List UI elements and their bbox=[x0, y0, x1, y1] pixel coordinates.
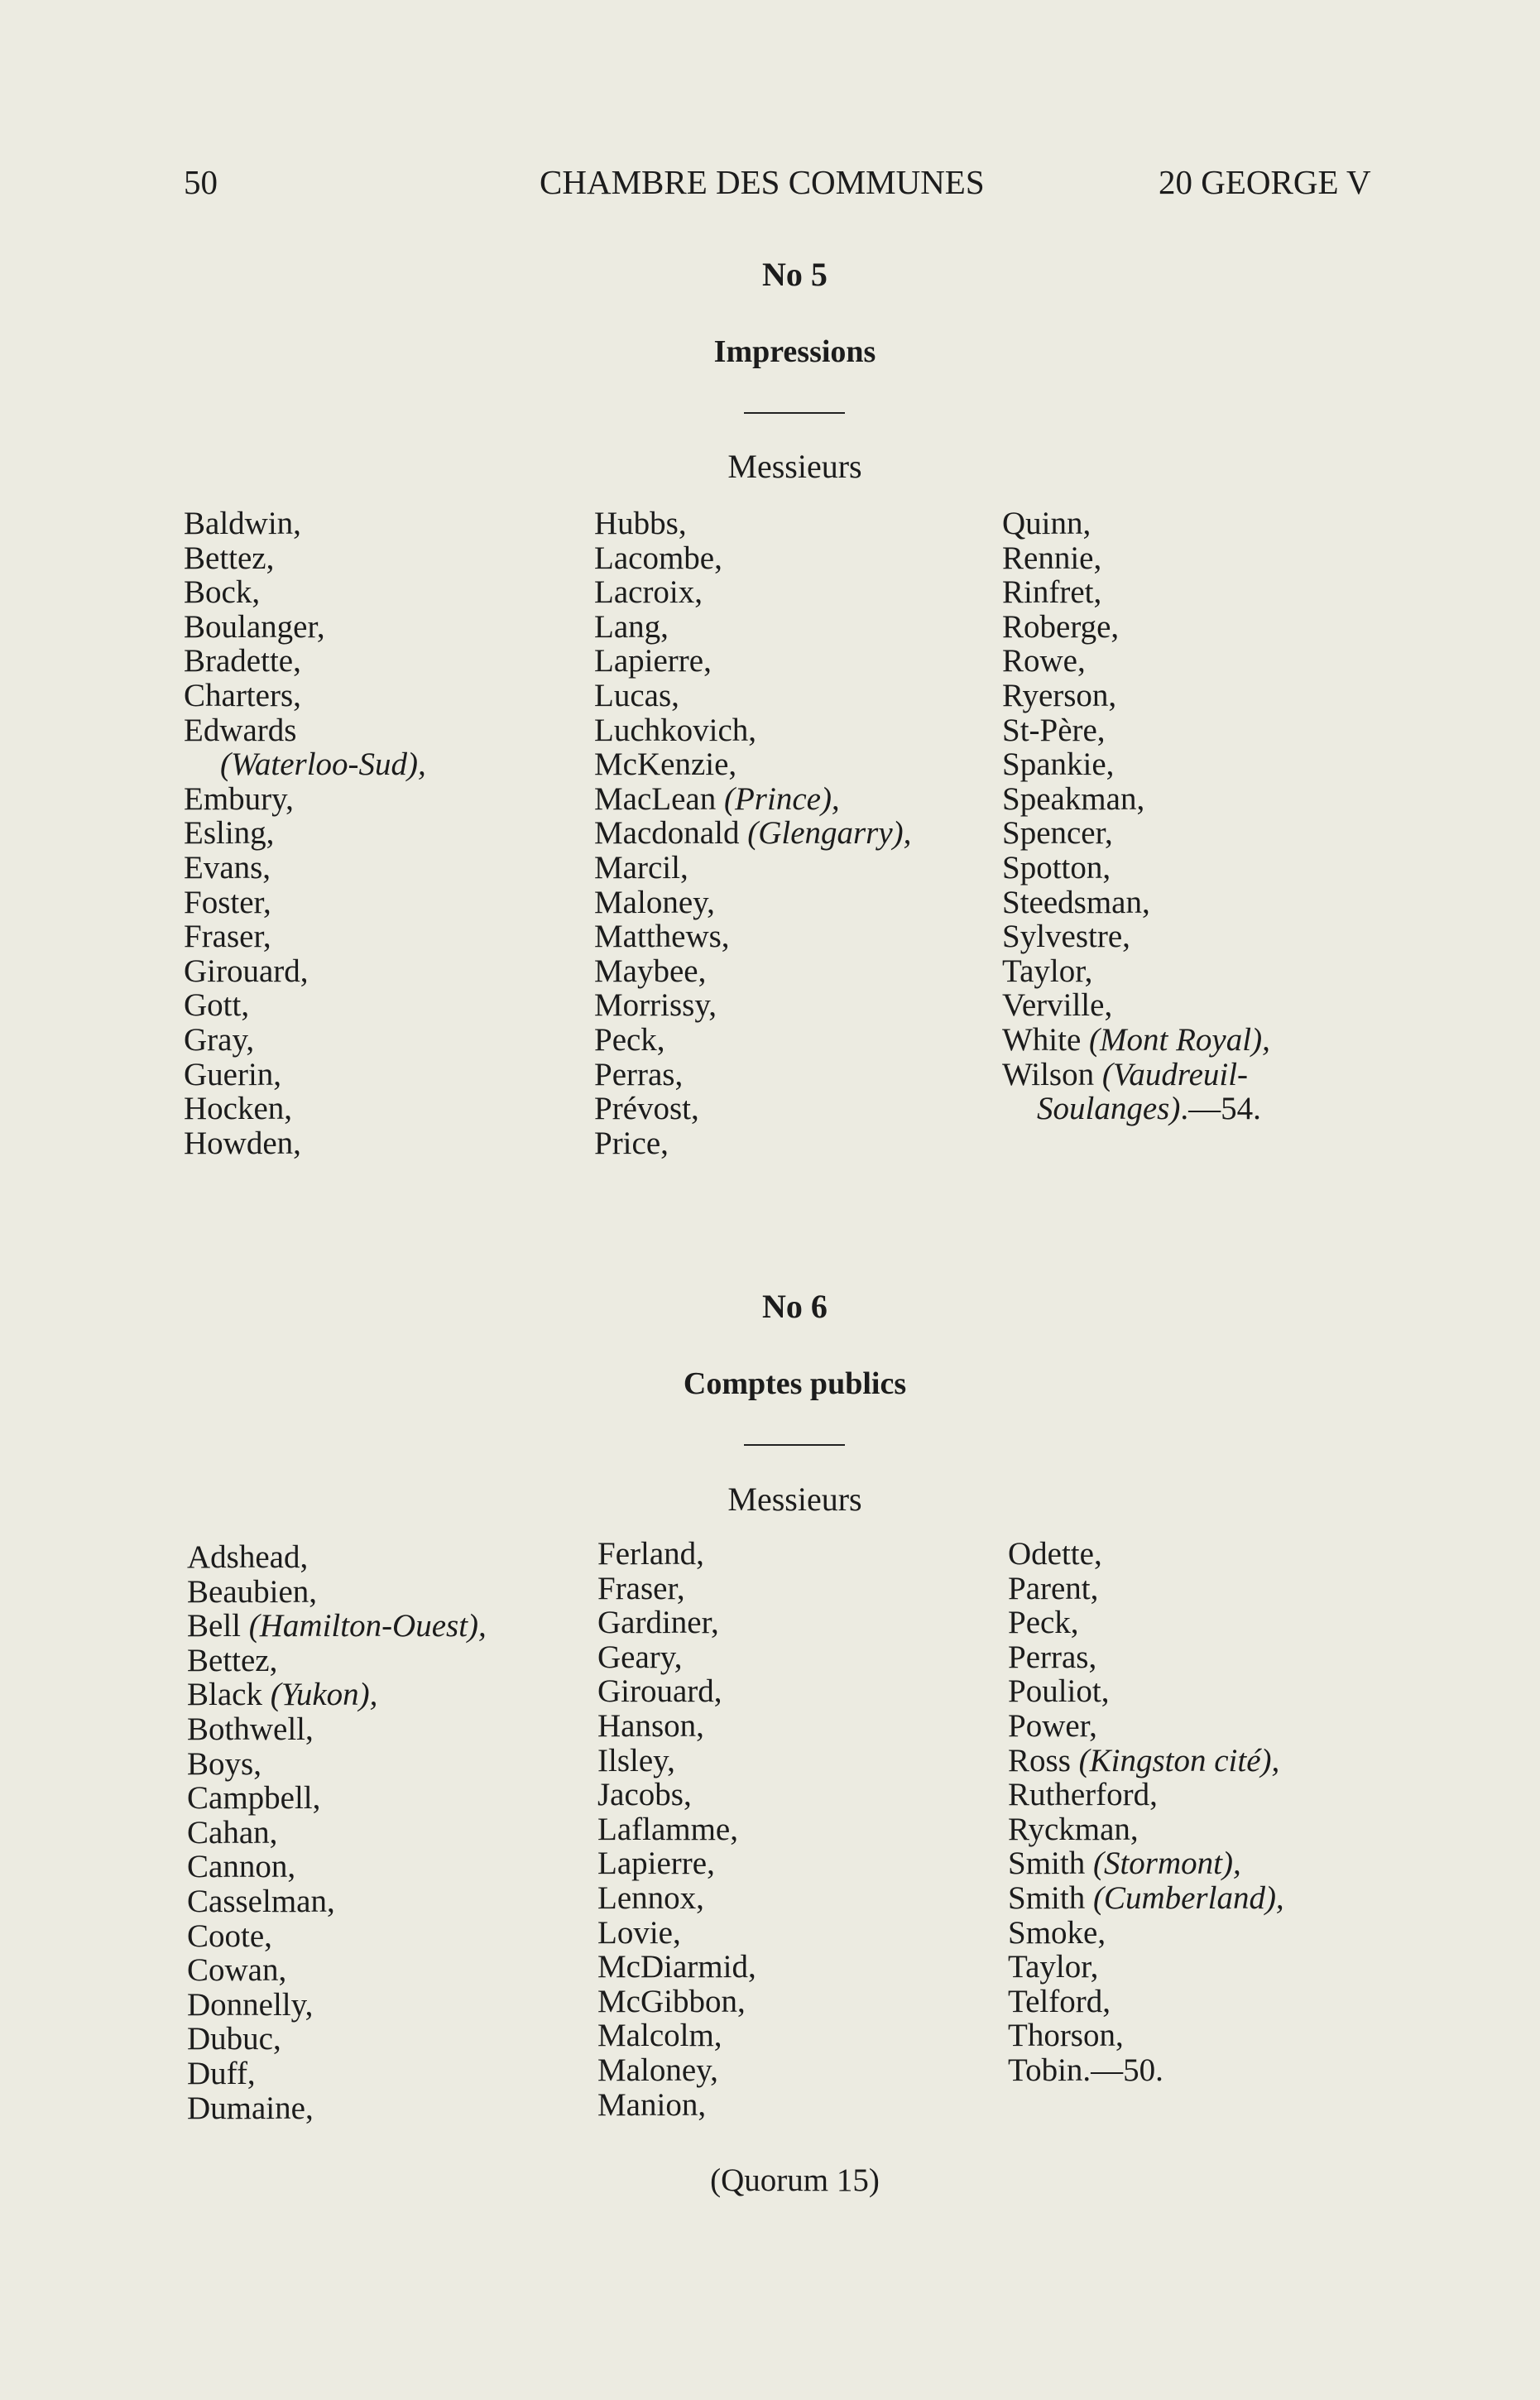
member-name bbox=[187, 1781, 487, 1816]
constituency: (Mont Royal), bbox=[1089, 1021, 1270, 1058]
member-name bbox=[1002, 610, 1270, 645]
member-surname: Rowe, bbox=[1002, 643, 1086, 679]
member-surname: Bothwell, bbox=[187, 1711, 314, 1747]
page-number: 50 bbox=[184, 163, 218, 201]
section-5-divider bbox=[744, 412, 845, 414]
section-5-messieurs: Messieurs bbox=[727, 448, 862, 485]
member-name bbox=[597, 1709, 756, 1744]
member-name bbox=[1008, 1846, 1284, 1881]
constituency: (Glengarry), bbox=[747, 815, 912, 852]
member-name bbox=[187, 2057, 487, 2091]
constituency: (Prince), bbox=[724, 780, 840, 817]
member-surname: Bettez, bbox=[184, 540, 275, 576]
member-surname: Black bbox=[187, 1677, 271, 1713]
member-name bbox=[1008, 1985, 1284, 2019]
member-name bbox=[594, 954, 911, 989]
member-name bbox=[187, 1953, 487, 1988]
member-name bbox=[1002, 679, 1270, 713]
member-surname: Prévost, bbox=[594, 1091, 699, 1127]
member-name bbox=[594, 713, 911, 748]
member-surname: Ilsley, bbox=[597, 1742, 675, 1778]
member-name bbox=[597, 1916, 756, 1951]
member-surname: Ryckman, bbox=[1008, 1811, 1139, 1847]
member-surname: Esling, bbox=[184, 815, 275, 852]
member-name bbox=[597, 2018, 756, 2053]
section-5-column-1 bbox=[184, 506, 426, 1160]
member-surname: Lapierre, bbox=[594, 643, 712, 679]
member-name bbox=[187, 2022, 487, 2057]
member-surname: Campbell, bbox=[187, 1780, 321, 1817]
member-surname: Smith bbox=[1008, 1846, 1093, 1882]
member-name bbox=[187, 2091, 487, 2126]
member-name bbox=[187, 1609, 487, 1644]
member-surname: Smith bbox=[1008, 1879, 1093, 1916]
member-surname: Tobin.—50. bbox=[1008, 2052, 1163, 2088]
section-6-divider bbox=[744, 1444, 845, 1446]
member-surname: Lang, bbox=[594, 608, 669, 645]
member-name bbox=[184, 954, 426, 989]
member-surname: Jacobs, bbox=[597, 1777, 692, 1813]
constituency: (Yukon), bbox=[270, 1677, 378, 1713]
member-surname: Quinn, bbox=[1002, 506, 1091, 541]
member-name bbox=[1002, 851, 1270, 886]
member-surname: Taylor, bbox=[1008, 1949, 1099, 1985]
member-surname: Macdonald bbox=[594, 815, 748, 852]
member-surname: MacLean bbox=[594, 780, 724, 817]
member-surname: Wilson bbox=[1002, 1056, 1102, 1092]
member-name bbox=[184, 988, 426, 1023]
member-surname: Donnelly, bbox=[187, 1986, 314, 2023]
member-name bbox=[1008, 1709, 1284, 1744]
member-name bbox=[1002, 644, 1270, 679]
member-surname: Adshead, bbox=[187, 1539, 309, 1575]
member-surname: Lacombe, bbox=[594, 540, 722, 576]
member-surname: Ross bbox=[1008, 1742, 1079, 1778]
member-surname: Rinfret, bbox=[1002, 574, 1102, 611]
member-name bbox=[187, 1884, 487, 1919]
member-name bbox=[594, 644, 911, 679]
member-name bbox=[594, 541, 911, 576]
member-surname: McKenzie, bbox=[594, 746, 737, 783]
member-surname: Foster, bbox=[184, 884, 271, 920]
member-name bbox=[184, 1058, 426, 1092]
member-name bbox=[594, 610, 911, 645]
section-5-column-2 bbox=[594, 506, 911, 1160]
member-surname: Maybee, bbox=[594, 953, 707, 989]
member-name bbox=[1008, 1537, 1284, 1572]
member-surname: Maloney, bbox=[594, 884, 715, 920]
member-surname: Gott, bbox=[184, 987, 250, 1024]
member-surname: Cowan, bbox=[187, 1952, 287, 1989]
member-surname: Sylvestre, bbox=[1002, 919, 1130, 955]
running-title: CHAMBRE DES COMMUNES bbox=[540, 163, 985, 201]
member-name bbox=[597, 1572, 756, 1606]
section-6-column-2 bbox=[597, 1537, 756, 2122]
member-name bbox=[594, 851, 911, 886]
member-surname: McDiarmid, bbox=[597, 1949, 756, 1985]
member-surname: Fraser, bbox=[597, 1570, 685, 1606]
member-name bbox=[1008, 1572, 1284, 1606]
member-surname: Geary, bbox=[597, 1639, 683, 1675]
member-surname: Lacroix, bbox=[594, 574, 703, 611]
member-name bbox=[187, 1988, 487, 2023]
member-surname: Malcolm, bbox=[597, 2018, 722, 2054]
member-surname: Power, bbox=[1008, 1707, 1097, 1744]
member-surname: Boys, bbox=[187, 1745, 261, 1782]
constituency: (Stormont), bbox=[1092, 1846, 1241, 1882]
member-surname: Gray, bbox=[184, 1021, 255, 1058]
member-name bbox=[597, 1812, 756, 1847]
member-surname: Lovie, bbox=[597, 1914, 681, 1951]
member-surname: Manion, bbox=[597, 2086, 707, 2123]
member-surname: Girouard, bbox=[184, 953, 309, 989]
member-name bbox=[1008, 1744, 1284, 1778]
member-surname: Taylor, bbox=[1002, 953, 1093, 989]
member-name bbox=[1002, 713, 1270, 748]
member-name bbox=[597, 1640, 756, 1675]
member-name bbox=[597, 1846, 756, 1881]
member-surname: Bradette, bbox=[184, 643, 301, 679]
member-surname: St-Père, bbox=[1002, 712, 1106, 748]
member-surname: Boulanger, bbox=[184, 608, 325, 645]
member-name bbox=[187, 1747, 487, 1782]
member-surname: Cahan, bbox=[187, 1814, 278, 1850]
member-name bbox=[594, 1058, 911, 1092]
member-name bbox=[597, 1778, 756, 1812]
member-name bbox=[597, 1744, 756, 1778]
member-name bbox=[1002, 886, 1270, 920]
member-name bbox=[187, 1712, 487, 1747]
member-name bbox=[184, 886, 426, 920]
member-name bbox=[1008, 2053, 1284, 2088]
member-name bbox=[184, 1126, 426, 1161]
member-name bbox=[1002, 541, 1270, 576]
member-name bbox=[1002, 1092, 1270, 1126]
member-surname: Bettez, bbox=[187, 1642, 278, 1678]
member-name bbox=[1008, 1640, 1284, 1675]
member-name bbox=[594, 816, 911, 851]
member-surname: Gardiner, bbox=[597, 1605, 719, 1641]
member-surname: Beaubien, bbox=[187, 1573, 318, 1610]
member-name bbox=[1008, 2018, 1284, 2053]
member-name bbox=[594, 919, 911, 954]
member-surname: Laflamme, bbox=[597, 1811, 738, 1847]
member-surname: White bbox=[1002, 1021, 1090, 1058]
section-6-number: No 6 bbox=[762, 1288, 828, 1325]
member-surname: Pouliot, bbox=[1008, 1673, 1110, 1710]
member-name bbox=[1002, 747, 1270, 782]
member-name bbox=[187, 1575, 487, 1610]
member-name bbox=[597, 1950, 756, 1985]
member-surname: Dubuc, bbox=[187, 2021, 281, 2057]
regnal-year: 20 GEORGE V bbox=[1159, 163, 1371, 201]
member-name bbox=[184, 1092, 426, 1126]
constituency: (Vaudreuil- bbox=[1101, 1056, 1249, 1092]
member-name bbox=[184, 1023, 426, 1058]
member-name bbox=[184, 506, 426, 541]
section-6-title: Comptes publics bbox=[683, 1366, 907, 1401]
member-name bbox=[1002, 782, 1270, 817]
member-surname: Rennie, bbox=[1002, 540, 1102, 576]
member-surname: Girouard, bbox=[597, 1673, 722, 1710]
member-name bbox=[594, 679, 911, 713]
constituency: (Waterloo-Sud), bbox=[220, 746, 426, 783]
member-name bbox=[594, 1092, 911, 1126]
member-name bbox=[184, 644, 426, 679]
member-name bbox=[187, 1540, 487, 1575]
member-surname: Speakman, bbox=[1002, 780, 1145, 817]
member-surname: Steedsman, bbox=[1002, 884, 1150, 920]
member-name bbox=[597, 1985, 756, 2019]
member-name bbox=[594, 1126, 911, 1161]
member-surname: Peck, bbox=[594, 1021, 665, 1058]
member-count: .—54. bbox=[1180, 1091, 1261, 1127]
member-name bbox=[594, 506, 911, 541]
member-name bbox=[597, 1674, 756, 1709]
member-name bbox=[187, 1850, 487, 1884]
member-name bbox=[1002, 506, 1270, 541]
member-name bbox=[184, 679, 426, 713]
member-surname: Howden, bbox=[184, 1125, 301, 1161]
member-name bbox=[187, 1919, 487, 1954]
member-surname: Coote, bbox=[187, 1918, 272, 1954]
member-surname: Evans, bbox=[184, 849, 271, 886]
member-surname: Odette, bbox=[1008, 1536, 1102, 1572]
member-surname: Luchkovich, bbox=[594, 712, 757, 748]
member-name bbox=[184, 610, 426, 645]
member-surname: Dumaine, bbox=[187, 2090, 314, 2126]
constituency: (Kingston cité), bbox=[1078, 1742, 1280, 1778]
member-surname: Bock, bbox=[184, 574, 261, 611]
member-name bbox=[184, 816, 426, 851]
member-name bbox=[1002, 575, 1270, 610]
member-name bbox=[597, 2053, 756, 2088]
member-name bbox=[184, 747, 426, 782]
member-name bbox=[1008, 1674, 1284, 1709]
member-name bbox=[184, 919, 426, 954]
section-5-title: Impressions bbox=[713, 334, 876, 369]
section-6-column-3 bbox=[1008, 1537, 1284, 2088]
constituency: Soulanges) bbox=[1037, 1091, 1181, 1127]
member-surname: Baldwin, bbox=[184, 506, 301, 541]
member-surname: Morrissy, bbox=[594, 987, 717, 1024]
member-surname: Ryerson, bbox=[1002, 677, 1117, 713]
member-surname: Parent, bbox=[1008, 1570, 1099, 1606]
member-name bbox=[1002, 988, 1270, 1023]
section-6-messieurs: Messieurs bbox=[727, 1481, 862, 1518]
member-name bbox=[1008, 1916, 1284, 1951]
member-surname: Perras, bbox=[594, 1056, 684, 1092]
member-surname: McGibbon, bbox=[597, 1983, 746, 2019]
member-name bbox=[1002, 1058, 1270, 1092]
member-surname: Guerin, bbox=[184, 1056, 282, 1092]
member-name bbox=[594, 747, 911, 782]
member-surname: Roberge, bbox=[1002, 608, 1120, 645]
constituency: (Hamilton-Ouest), bbox=[248, 1608, 487, 1644]
member-name bbox=[1002, 1023, 1270, 1058]
member-surname: Hocken, bbox=[184, 1091, 293, 1127]
member-surname: Casselman, bbox=[187, 1883, 335, 1919]
member-name bbox=[594, 988, 911, 1023]
member-name bbox=[594, 886, 911, 920]
member-name bbox=[187, 1678, 487, 1712]
member-surname: Bell bbox=[187, 1608, 249, 1644]
member-surname: Fraser, bbox=[184, 919, 271, 955]
member-surname: Peck, bbox=[1008, 1605, 1079, 1641]
member-surname: Marcil, bbox=[594, 849, 688, 886]
member-name bbox=[1002, 919, 1270, 954]
member-name bbox=[184, 851, 426, 886]
member-surname: Matthews, bbox=[594, 919, 730, 955]
member-surname: Lucas, bbox=[594, 677, 679, 713]
member-surname: Spotton, bbox=[1002, 849, 1111, 886]
member-name bbox=[597, 1606, 756, 1640]
member-name bbox=[184, 713, 426, 748]
member-surname: Hanson, bbox=[597, 1707, 704, 1744]
member-name bbox=[1008, 1950, 1284, 1985]
member-name bbox=[1008, 1812, 1284, 1847]
member-surname: Maloney, bbox=[597, 2052, 718, 2088]
member-name bbox=[1008, 1606, 1284, 1640]
member-surname: Telford, bbox=[1008, 1983, 1111, 2019]
member-surname: Edwards bbox=[184, 712, 297, 748]
section-5-number: No 5 bbox=[762, 256, 828, 293]
member-surname: Thorson, bbox=[1008, 2018, 1124, 2054]
member-name bbox=[187, 1816, 487, 1850]
member-surname: Cannon, bbox=[187, 1849, 296, 1885]
section-6-column-1 bbox=[187, 1540, 487, 2125]
member-name bbox=[1002, 954, 1270, 989]
section-5-column-3 bbox=[1002, 506, 1270, 1126]
member-surname: Spankie, bbox=[1002, 746, 1115, 783]
member-surname: Rutherford, bbox=[1008, 1777, 1158, 1813]
member-name bbox=[594, 575, 911, 610]
member-surname: Charters, bbox=[184, 677, 301, 713]
member-name bbox=[597, 1881, 756, 1916]
member-name bbox=[1008, 1778, 1284, 1812]
member-surname: Spencer, bbox=[1002, 815, 1113, 852]
member-surname: Hubbs, bbox=[594, 506, 687, 541]
member-surname: Price, bbox=[594, 1125, 669, 1161]
member-surname: Embury, bbox=[184, 780, 294, 817]
member-surname: Duff, bbox=[187, 2055, 256, 2091]
member-name bbox=[184, 782, 426, 817]
member-name bbox=[594, 1023, 911, 1058]
member-name bbox=[184, 575, 426, 610]
member-surname: Lapierre, bbox=[597, 1846, 715, 1882]
member-name bbox=[187, 1644, 487, 1678]
member-surname: Ferland, bbox=[597, 1536, 704, 1572]
quorum-note: (Quorum 15) bbox=[710, 2162, 880, 2198]
member-surname: Lennox, bbox=[597, 1879, 704, 1916]
member-surname: Smoke, bbox=[1008, 1914, 1106, 1951]
member-surname: Verville, bbox=[1002, 987, 1113, 1024]
member-name bbox=[594, 782, 911, 817]
member-name bbox=[1008, 1881, 1284, 1916]
member-surname: Perras, bbox=[1008, 1639, 1097, 1675]
member-name bbox=[597, 2088, 756, 2123]
member-name bbox=[184, 541, 426, 576]
constituency: (Cumberland), bbox=[1092, 1879, 1284, 1916]
member-name bbox=[1002, 816, 1270, 851]
member-name bbox=[597, 1537, 756, 1572]
